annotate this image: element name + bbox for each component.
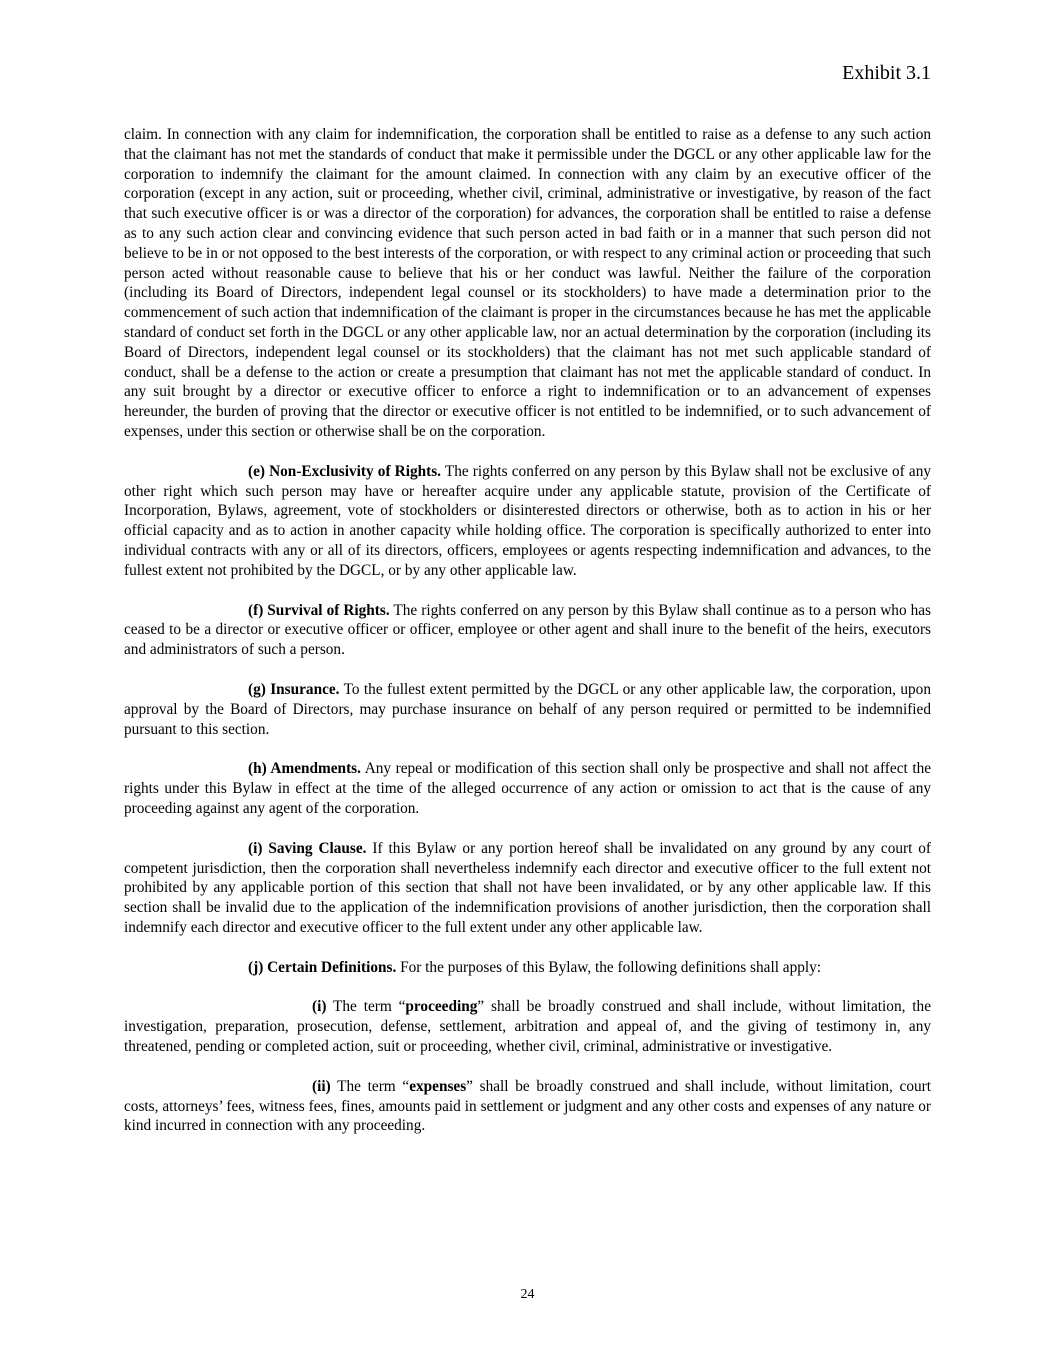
section-heading: (h) Amendments. [248, 760, 361, 778]
definition-term: expenses [409, 1077, 467, 1095]
definition-proceeding [124, 997, 931, 1056]
section-text: To the fullest extent permitted by the DGCL or any other applicable law, the corporation, upon approval by the Board of Directors, may purchase insurance on behalf of any person required or permitted to be indemnified pursuant to this section. [124, 680, 931, 738]
definition-pre: The term “ [330, 1077, 410, 1095]
section-text: The rights conferred on any person by this Bylaw shall not be exclusive of any other right which such person may have or hereafter acquire under any applicable statute, provision of the Certificate of Incorporation, Bylaws, agreement, vote of stockholders or disinterested directors or otherwise, both as to action in his or her official capacity and as to action in another capacity while holding office. The corporation is specifically authorized to enter into individual contracts with any or all of its directors, officers, employees or agents respecting indemnification and advances, to the fullest extent not prohibited by the DGCL, or by any other applicable law. [124, 462, 931, 579]
definition-pre: The term “ [326, 998, 406, 1016]
section-j [124, 958, 931, 978]
document-body [124, 125, 931, 1156]
section-heading: (j) Certain Definitions. [248, 958, 397, 976]
section-text: The rights conferred on any person by this Bylaw shall continue as to a person who has ceased to be a director or executive officer or officer, employee or other agent and shall inure to the benefit of the heirs, executors and administrators of such a person. [124, 601, 931, 659]
section-e [124, 462, 931, 581]
section-text: Any repeal or modification of this section shall only be prospective and shall not affect the rights under this Bylaw in effect at the time of the alleged occurrence of any action or omission to act that is the cause of any proceeding against any agent of the corporation. [124, 760, 932, 817]
intro-paragraph: claim. In connection with any claim for indemnification, the corporation shall be entitled to raise as a defense to any such action that the claimant has not met the standards of conduct that make it permissible under the DGCL or any other applicable law for the corporation to indemnify the claimant for the amount claimed. In connection with any claim by an executive officer of the corporation (except in any action, suit or proceeding, whether civil, criminal, administrative or investigative, by reason of the fact that such executive officer is or was a director of the corporation) for advances, the corporation shall be entitled to raise a defense as to any such action clear and convincing evidence that such person acted in bad faith or in a manner that such person did not believe to be in or not opposed to the best interests of the corporation, or with respect to any criminal action or proceeding that such person acted without reasonable cause to believe that his or her conduct was lawful. Neither the failure of the corporation (including its Board of Directors, independent legal counsel or its stockholders) to have made a determination prior to the commencement of such action that indemnification of the claimant is proper in the circumstances because he has met the applicable standard of conduct set forth in the DGCL or any other applicable law, nor an actual determination by the corporation (including its Board of Directors, independent legal counsel or its stockholders) that the claimant has not met such applicable standard of conduct, shall be a defense to the action or create a presumption that claimant has not met the applicable standard of conduct. In any suit brought by a director or executive officer to enforce a right to indemnification or to an advancement of expenses hereunder, the burden of proving that the director or executive officer is not entitled to be indemnified, or to such advancement of expenses, under this section or otherwise shall be on the corporation. [124, 126, 931, 440]
definition-number: (ii) [312, 1077, 331, 1095]
section-text: If this Bylaw or any portion hereof shall be invalidated on any ground by any court of competent jurisdiction, then the corporation shall nevertheless indemnify each director and executive officer to the full extent not prohibited by any applicable portion of this section that shall not have been invalidated, or by any other applicable law. If this section shall be invalid due to the application of the indemnification provisions of another jurisdiction, then the corporation shall indemnify each director and executive officer to the full extent under any other applicable law. [124, 839, 931, 936]
section-i [124, 839, 931, 938]
definition-number: (i) [312, 998, 327, 1016]
exhibit-label: Exhibit 3.1 [842, 62, 931, 84]
definition-term: proceeding [405, 998, 478, 1016]
section-f [124, 601, 931, 660]
definition-expenses [124, 1077, 931, 1136]
section-heading: (i) Saving Clause. [248, 839, 367, 857]
section-heading: (e) Non-Exclusivity of Rights. [248, 462, 441, 480]
definition-text: ” shall be broadly construed and shall include, without limitation, court costs, attorneys’ fees, witness fees, fines, amounts paid in settlement or judgment and any other costs and expenses of any nature or kind incurred in connection with any proceeding. [124, 1077, 931, 1135]
section-text: For the purposes of this Bylaw, the following definitions shall apply: [396, 958, 822, 976]
page-number: 24 [520, 1287, 535, 1302]
definition-text: ” shall be broadly construed and shall include, without limitation, the investigation, preparation, prosecution, defense, settlement, arbitration and appeal of, and the giving of testimony in, any threatened, pending or completed action, suit or proceeding, whether civil, criminal, administrative or investigative. [124, 998, 931, 1056]
section-heading: (g) Insurance. [248, 680, 340, 698]
section-heading: (f) Survival of Rights. [248, 601, 390, 619]
section-h [124, 759, 931, 818]
section-g [124, 680, 931, 739]
